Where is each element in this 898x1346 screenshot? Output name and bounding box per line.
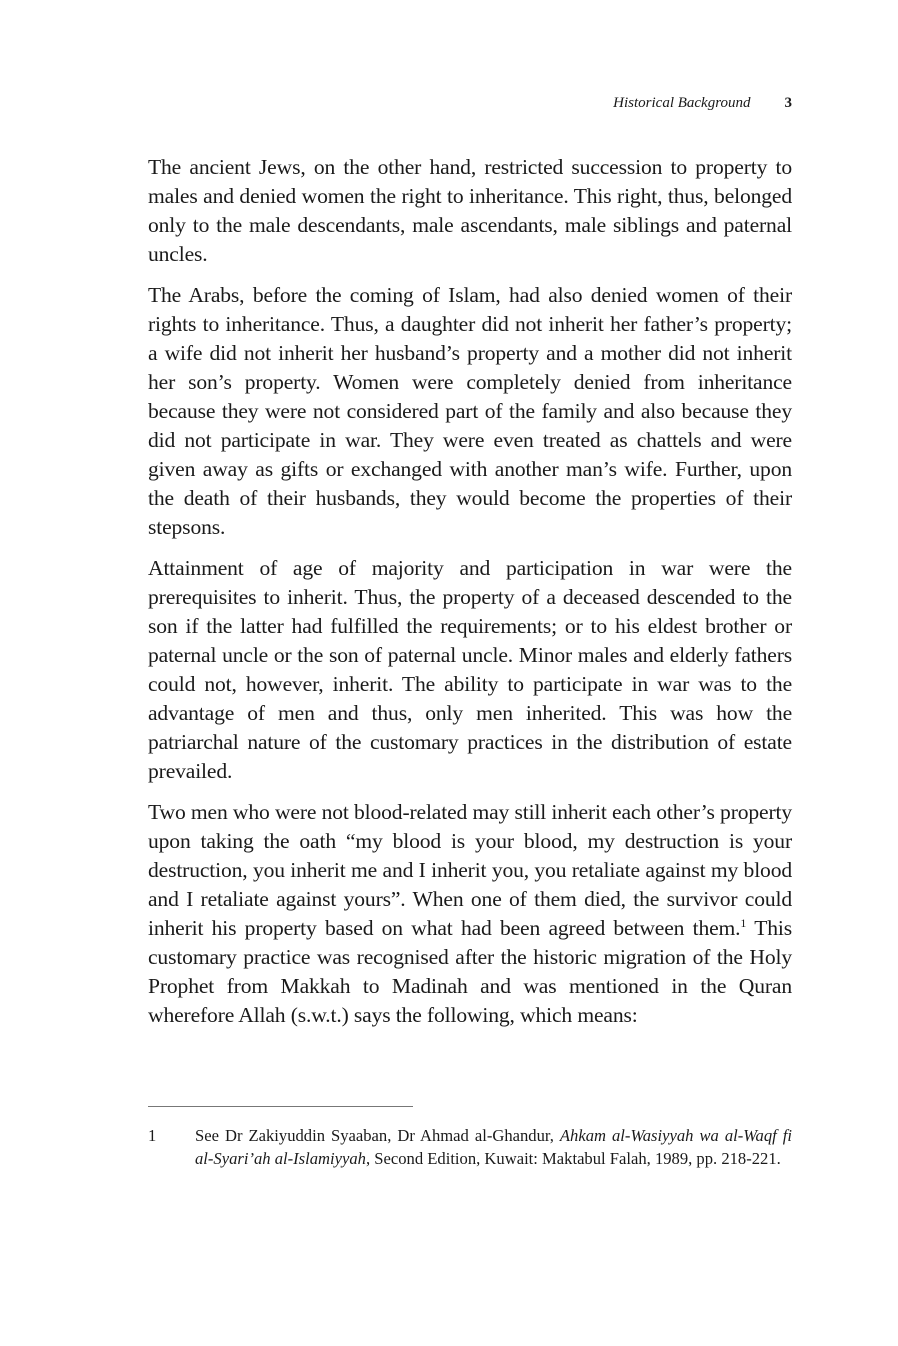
paragraph-4	[148, 798, 792, 1030]
footnote-reference[interactable]: 1	[740, 915, 747, 930]
paragraph-2: The Arabs, before the coming of Islam, had also denied women of their rights to inheritance. Thus, a daughter did not inherit her father’s property; a wife did not inherit her husband’s property and a mother did not inherit her son’s property. Women were completely denied from inheritance because they were not considered part of the family and also because they did not participate in war. They were even treated as chattels and were given away as gifts or exchanged with another man’s wife. Further, upon the death of their husbands, they would become the properties of their stepsons.	[148, 283, 792, 539]
paragraph-4-text-before-ref: Two men who were not blood-related may still inherit each other’s property upon taking the oath “my blood is your blood, my destruction is your destruction, you inherit me and I inherit you, you retaliate against my blood and I retaliate against yours”. When one of them died, the survivor could inherit his property based on what had been agreed between them.	[148, 800, 792, 940]
footnote	[148, 1125, 792, 1170]
running-head-title: Historical Background	[613, 95, 751, 111]
paragraph-4-text-after-ref: This customary practice was recognised after the historic migration of the Holy Prophet from Makkah to Madinah and was mentioned in the Quran wherefore Allah (s.w.t.) says the following, which means:	[148, 916, 792, 1027]
page-number: 3	[784, 95, 792, 111]
footnote-number: 1	[148, 1126, 157, 1145]
footnote-text	[195, 1125, 792, 1170]
footnote-text-before: See Dr Zakiyuddin Syaaban, Dr Ahmad al-Ghandur,	[195, 1126, 560, 1145]
paragraph-3: Attainment of age of majority and participation in war were the prerequisites to inherit. Thus, the property of a deceased descended to the son if the latter had fulfilled the requirements; or to his eldest brother or paternal uncle or the son of paternal uncle. Minor males and elderly fathers could not, however, inherit. The ability to participate in war was to the advantage of men and thus, only men inherited. This was how the patriarchal nature of the customary practices in the distribution of estate prevailed.	[148, 556, 792, 783]
body-text	[148, 153, 792, 1042]
footnote-text-after: , Second Edition, Kuwait: Maktabul Falah, 1989, pp. 218-221.	[365, 1148, 781, 1168]
footnote-cited-title: Ahkam al-Wasiyyah wa al-Waqf fi al-Syari’ah al-Islamiyyah	[195, 1126, 792, 1168]
footnote-divider	[148, 1106, 413, 1107]
paragraph-1: The ancient Jews, on the other hand, restricted succession to property to males and denied women the right to inheritance. This right, thus, belonged only to the male descendants, male ascendants, male siblings and paternal uncles.	[148, 155, 792, 266]
running-head	[148, 92, 792, 114]
